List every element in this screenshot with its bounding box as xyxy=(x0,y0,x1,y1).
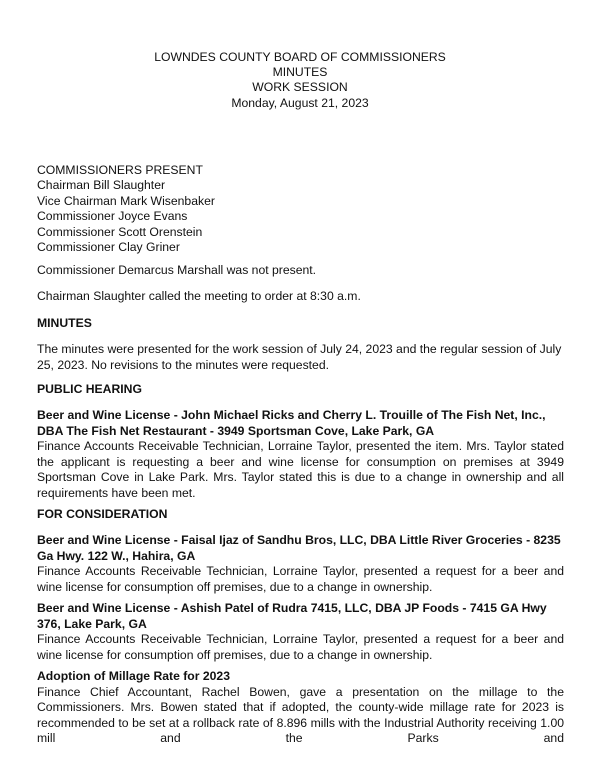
section-heading-public-hearing: PUBLIC HEARING xyxy=(37,382,142,396)
agenda-item-title: Beer and Wine License - Ashish Patel of Rudra 7415, LLC, DBA JP Foods - 7415 GA Hwy 376, Lake Park, GA xyxy=(37,601,547,631)
section-heading-minutes: MINUTES xyxy=(37,316,92,330)
absent-note: Commissioner Demarcus Marshall was not present. xyxy=(37,263,317,277)
member-name: Commissioner Clay Griner xyxy=(37,240,180,255)
agenda-item xyxy=(37,669,564,747)
agenda-item xyxy=(37,601,564,663)
agenda-item xyxy=(37,408,564,502)
attendance-heading: COMMISSIONERS PRESENT xyxy=(37,163,203,177)
agenda-item xyxy=(37,533,564,595)
session-type: WORK SESSION xyxy=(252,80,348,95)
agenda-item-body: Finance Accounts Receivable Technician, Lorraine Taylor, presented a request for a beer and wine license for consumption off premises, due to a change in ownership. xyxy=(37,564,564,594)
agenda-item-body: Finance Chief Accountant, Rachel Bowen, gave a presentation on the millage to the Commissioners. Mrs. Bowen stated that if adopted, the county-wide millage rate for 2023 is recommended to be set at a rollback rate of 8.896 mills with the Industrial Authority receiving 1.00 mill and the Parks and xyxy=(37,684,564,746)
section-heading-for-consideration: FOR CONSIDERATION xyxy=(37,507,168,521)
document-type: MINUTES xyxy=(272,65,328,80)
organization-name: LOWNDES COUNTY BOARD OF COMMISSIONERS xyxy=(154,50,446,64)
minutes-body: The minutes were presented for the work session of July 24, 2023 and the regular session of July 25, 2023. No revisions to the minutes were requested. xyxy=(37,342,562,372)
member-name: Commissioner Joyce Evans xyxy=(37,209,188,224)
document-header xyxy=(0,50,600,111)
meeting-date: Monday, August 21, 2023 xyxy=(231,95,369,110)
member-name: Commissioner Scott Orenstein xyxy=(37,224,203,239)
attendance-list xyxy=(37,163,564,255)
member-name: Vice Chairman Mark Wisenbaker xyxy=(37,193,215,208)
agenda-item-title: Adoption of Millage Rate for 2023 xyxy=(37,669,230,683)
agenda-item-body: Finance Accounts Receivable Technician, Lorraine Taylor, presented the item. Mrs. Taylor stated the applicant is requesting a beer and wine license for consumption on premises at 3949 Sportsman Cove in Lake Park. Mrs. Taylor stated this is due to a change in ownership and all requirements have been met. xyxy=(37,439,564,500)
agenda-item-title: Beer and Wine License - John Michael Ricks and Cherry L. Trouille of The Fish Net, Inc., DBA The Fish Net Restaurant - 3949 Sportsman Cove, Lake Park, GA xyxy=(37,408,546,438)
member-name: Chairman Bill Slaughter xyxy=(37,178,166,193)
call-to-order: Chairman Slaughter called the meeting to order at 8:30 a.m. xyxy=(37,289,361,303)
agenda-item-title: Beer and Wine License - Faisal Ijaz of Sandhu Bros, LLC, DBA Little River Groceries - 8235 Ga Hwy. 122 W., Hahira, GA xyxy=(37,533,561,563)
agenda-item-body: Finance Accounts Receivable Technician, Lorraine Taylor, presented a request for a beer and wine license for consumption off premises, due to a change in ownership. xyxy=(37,632,564,662)
